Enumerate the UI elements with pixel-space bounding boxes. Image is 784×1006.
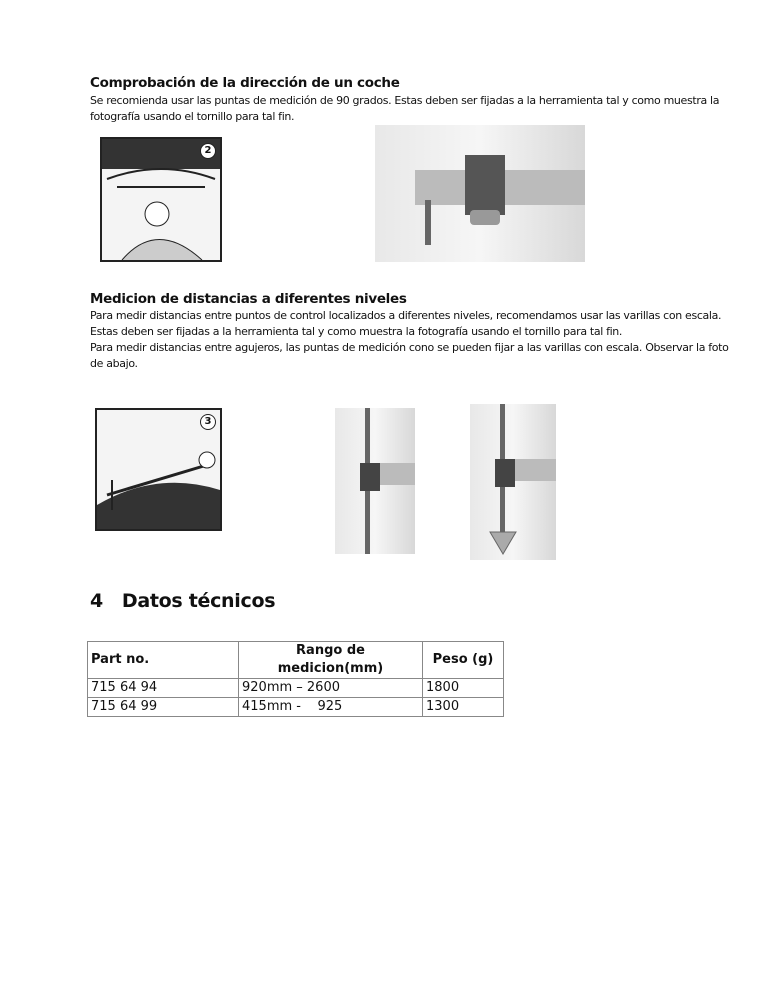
cell-part-no: 715 64 99 <box>88 698 239 717</box>
scale-rod-photo-icon <box>335 408 415 554</box>
photo-scale-rod <box>335 408 415 554</box>
cone-tip-photo-icon <box>470 404 556 560</box>
section-text-levels-2: Para medir distancias entre agujeros, las puntas de medición cono se pueden fijar a las varillas con escala. Observar la foto de abajo. <box>90 341 729 370</box>
photo-measuring-tip <box>375 125 585 262</box>
cell-range: 920mm – 2600 <box>239 679 423 698</box>
table-row <box>88 698 504 717</box>
section-heading-technical-data: 4 Datos técnicos <box>90 590 276 612</box>
figure-number: 2 <box>200 143 216 159</box>
section-text-steering: Se recomienda usar las puntas de medición de 90 grados. Estas deben ser fijadas a la herramienta tal y como muestra la fotografía usando el tornillo para tal fin. <box>90 94 720 123</box>
section-text-levels-1: Para medir distancias entre puntos de control localizados a diferentes niveles, recomendamos usar las varillas con escala. Estas deben ser fijadas a la herramienta tal y como muestra la fotografía usando el tornillo para tal fin. <box>90 309 722 338</box>
cell-range: 415mm - 925 <box>239 698 423 717</box>
cell-weight: 1800 <box>423 679 504 698</box>
section-title-levels: Medicion de distancias a diferentes niveles <box>90 291 407 307</box>
photo-cone-tip <box>470 404 556 560</box>
figure-number: 3 <box>200 414 216 430</box>
cell-part-no: 715 64 94 <box>88 679 239 698</box>
tool-tip-photo-icon <box>375 125 585 262</box>
header-range: Rango de medicion(mm) <box>239 642 423 679</box>
illustration-car-steering <box>100 137 222 262</box>
header-part-no: Part no. <box>88 642 239 679</box>
header-weight: Peso (g) <box>423 642 504 679</box>
cell-weight: 1300 <box>423 698 504 717</box>
table-row <box>88 679 504 698</box>
technical-data-table <box>87 641 504 717</box>
table-header-row <box>88 642 504 679</box>
section-title-steering: Comprobación de la dirección de un coche <box>90 75 400 91</box>
illustration-levels <box>95 408 222 531</box>
